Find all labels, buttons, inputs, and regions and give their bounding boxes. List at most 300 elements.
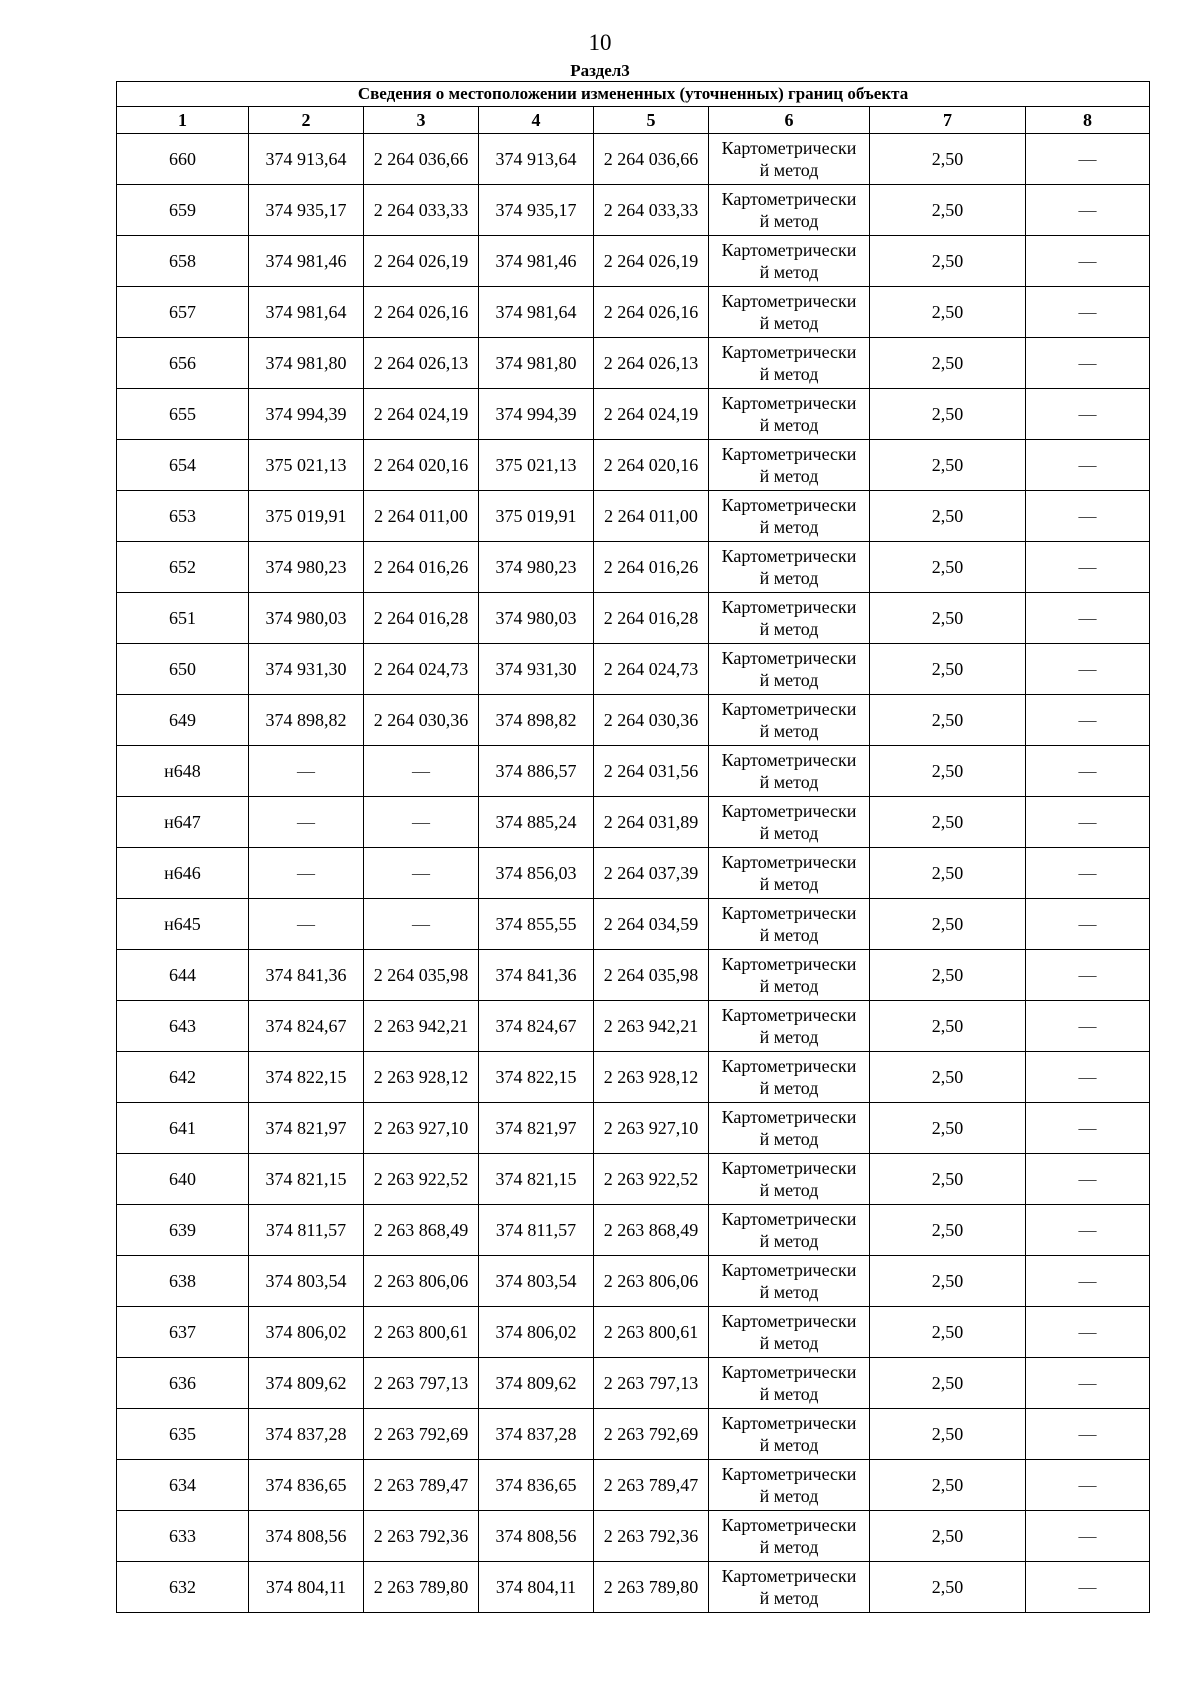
- method-cell: [709, 1358, 870, 1409]
- method-cell: [709, 1154, 870, 1205]
- accuracy-cell: 2,50: [870, 950, 1026, 1001]
- y-refined-cell: 2 264 033,33: [594, 185, 709, 236]
- method-cell: [709, 287, 870, 338]
- method-text: Картометрически: [721, 750, 857, 770]
- x-existing-cell: 374 803,54: [249, 1256, 364, 1307]
- method-text: й метод: [759, 1231, 819, 1251]
- y-existing-cell: 2 263 797,13: [364, 1358, 479, 1409]
- x-refined-cell: 374 803,54: [479, 1256, 594, 1307]
- x-existing-cell: 375 021,13: [249, 440, 364, 491]
- point-number-cell: 644: [117, 950, 249, 1001]
- method-text: й метод: [759, 1384, 819, 1404]
- method-cell: [709, 1562, 870, 1613]
- x-existing-cell: 374 822,15: [249, 1052, 364, 1103]
- method-cell: [709, 1307, 870, 1358]
- point-number-cell: н646: [117, 848, 249, 899]
- y-refined-cell: 2 264 024,19: [594, 389, 709, 440]
- point-number-cell: 652: [117, 542, 249, 593]
- table-row: [117, 644, 1150, 695]
- accuracy-cell: 2,50: [870, 1460, 1026, 1511]
- note-cell: —: [1026, 1562, 1150, 1613]
- x-refined-cell: 374 811,57: [479, 1205, 594, 1256]
- section-title: Раздел3: [570, 61, 630, 80]
- accuracy-cell: 2,50: [870, 338, 1026, 389]
- accuracy-cell: 2,50: [870, 134, 1026, 185]
- method-text: Картометрически: [721, 1515, 857, 1535]
- table-row: [117, 695, 1150, 746]
- accuracy-cell: 2,50: [870, 236, 1026, 287]
- point-number-cell: 653: [117, 491, 249, 542]
- column-number: 4: [479, 107, 594, 134]
- table-row: [117, 1511, 1150, 1562]
- table-caption: Сведения о местоположении измененных (уточненных) границ объекта: [117, 82, 1150, 107]
- x-existing-cell: —: [249, 899, 364, 950]
- accuracy-cell: 2,50: [870, 746, 1026, 797]
- method-text: Картометрически: [721, 1209, 857, 1229]
- note-cell: —: [1026, 1205, 1150, 1256]
- x-refined-cell: 374 855,55: [479, 899, 594, 950]
- accuracy-cell: 2,50: [870, 1358, 1026, 1409]
- table-row: [117, 848, 1150, 899]
- accuracy-cell: 2,50: [870, 1307, 1026, 1358]
- y-existing-cell: 2 263 927,10: [364, 1103, 479, 1154]
- y-refined-cell: 2 263 922,52: [594, 1154, 709, 1205]
- y-refined-cell: 2 264 031,89: [594, 797, 709, 848]
- x-refined-cell: 374 822,15: [479, 1052, 594, 1103]
- method-cell: [709, 1409, 870, 1460]
- y-refined-cell: 2 264 037,39: [594, 848, 709, 899]
- x-refined-cell: 374 981,64: [479, 287, 594, 338]
- y-refined-cell: 2 264 030,36: [594, 695, 709, 746]
- table-row: [117, 389, 1150, 440]
- x-refined-cell: 374 913,64: [479, 134, 594, 185]
- y-existing-cell: 2 263 928,12: [364, 1052, 479, 1103]
- table-row: [117, 1307, 1150, 1358]
- note-cell: —: [1026, 542, 1150, 593]
- y-existing-cell: 2 263 806,06: [364, 1256, 479, 1307]
- y-existing-cell: 2 264 026,16: [364, 287, 479, 338]
- note-cell: —: [1026, 389, 1150, 440]
- note-cell: —: [1026, 236, 1150, 287]
- note-cell: —: [1026, 338, 1150, 389]
- y-existing-cell: 2 264 035,98: [364, 950, 479, 1001]
- y-existing-cell: 2 263 792,36: [364, 1511, 479, 1562]
- point-number-cell: 655: [117, 389, 249, 440]
- x-refined-cell: 375 021,13: [479, 440, 594, 491]
- method-text: й метод: [759, 670, 819, 690]
- method-text: Картометрически: [721, 1158, 857, 1178]
- note-cell: —: [1026, 185, 1150, 236]
- y-refined-cell: 2 264 016,26: [594, 542, 709, 593]
- point-number-cell: 650: [117, 644, 249, 695]
- point-number-cell: 654: [117, 440, 249, 491]
- table-row: [117, 440, 1150, 491]
- column-number: 1: [117, 107, 249, 134]
- y-refined-cell: 2 264 026,16: [594, 287, 709, 338]
- y-refined-cell: 2 264 036,66: [594, 134, 709, 185]
- y-existing-cell: —: [364, 848, 479, 899]
- y-existing-cell: —: [364, 899, 479, 950]
- table-row: [117, 1001, 1150, 1052]
- note-cell: —: [1026, 899, 1150, 950]
- y-refined-cell: 2 263 789,47: [594, 1460, 709, 1511]
- point-number-cell: 634: [117, 1460, 249, 1511]
- method-text: Картометрически: [721, 1005, 857, 1025]
- point-number-cell: 649: [117, 695, 249, 746]
- note-cell: —: [1026, 1052, 1150, 1103]
- note-cell: —: [1026, 593, 1150, 644]
- x-refined-cell: 374 994,39: [479, 389, 594, 440]
- accuracy-cell: 2,50: [870, 848, 1026, 899]
- table-row: [117, 134, 1150, 185]
- y-existing-cell: 2 263 868,49: [364, 1205, 479, 1256]
- method-text: й метод: [759, 874, 819, 894]
- x-existing-cell: 374 808,56: [249, 1511, 364, 1562]
- method-text: й метод: [759, 211, 819, 231]
- method-text: й метод: [759, 772, 819, 792]
- x-refined-cell: 374 804,11: [479, 1562, 594, 1613]
- x-existing-cell: 374 913,64: [249, 134, 364, 185]
- table-body: [117, 134, 1150, 1613]
- accuracy-cell: 2,50: [870, 1103, 1026, 1154]
- method-cell: [709, 1052, 870, 1103]
- x-refined-cell: 374 808,56: [479, 1511, 594, 1562]
- x-existing-cell: 374 935,17: [249, 185, 364, 236]
- method-text: Картометрически: [721, 393, 857, 413]
- method-text: й метод: [759, 466, 819, 486]
- method-text: й метод: [759, 415, 819, 435]
- accuracy-cell: 2,50: [870, 593, 1026, 644]
- method-text: й метод: [759, 925, 819, 945]
- note-cell: —: [1026, 950, 1150, 1001]
- column-number: 2: [249, 107, 364, 134]
- method-cell: [709, 389, 870, 440]
- accuracy-cell: 2,50: [870, 1409, 1026, 1460]
- y-refined-cell: 2 263 792,69: [594, 1409, 709, 1460]
- method-cell: [709, 1460, 870, 1511]
- method-text: й метод: [759, 1486, 819, 1506]
- x-refined-cell: 374 898,82: [479, 695, 594, 746]
- table-row: [117, 746, 1150, 797]
- method-text: Картометрически: [721, 546, 857, 566]
- x-existing-cell: 375 019,91: [249, 491, 364, 542]
- x-refined-cell: 374 931,30: [479, 644, 594, 695]
- x-refined-cell: 374 841,36: [479, 950, 594, 1001]
- method-text: й метод: [759, 517, 819, 537]
- y-existing-cell: 2 264 024,19: [364, 389, 479, 440]
- table-row: [117, 797, 1150, 848]
- y-refined-cell: 2 263 800,61: [594, 1307, 709, 1358]
- method-text: й метод: [759, 1537, 819, 1557]
- point-number-cell: 656: [117, 338, 249, 389]
- y-existing-cell: 2 264 024,73: [364, 644, 479, 695]
- method-text: Картометрически: [721, 801, 857, 821]
- x-existing-cell: 374 981,80: [249, 338, 364, 389]
- point-number-cell: 637: [117, 1307, 249, 1358]
- method-text: Картометрически: [721, 1362, 857, 1382]
- method-text: й метод: [759, 313, 819, 333]
- method-cell: [709, 542, 870, 593]
- y-existing-cell: 2 264 026,19: [364, 236, 479, 287]
- method-text: й метод: [759, 1588, 819, 1608]
- method-cell: [709, 644, 870, 695]
- y-refined-cell: 2 264 020,16: [594, 440, 709, 491]
- method-text: Картометрически: [721, 648, 857, 668]
- method-cell: [709, 848, 870, 899]
- point-number-cell: 639: [117, 1205, 249, 1256]
- method-text: Картометрически: [721, 903, 857, 923]
- y-refined-cell: 2 263 792,36: [594, 1511, 709, 1562]
- y-existing-cell: 2 264 036,66: [364, 134, 479, 185]
- x-existing-cell: 374 804,11: [249, 1562, 364, 1613]
- note-cell: —: [1026, 1307, 1150, 1358]
- note-cell: —: [1026, 440, 1150, 491]
- method-text: й метод: [759, 1180, 819, 1200]
- note-cell: —: [1026, 491, 1150, 542]
- method-cell: [709, 236, 870, 287]
- note-cell: —: [1026, 1511, 1150, 1562]
- note-cell: —: [1026, 797, 1150, 848]
- method-text: й метод: [759, 619, 819, 639]
- note-cell: —: [1026, 1409, 1150, 1460]
- table-row: [117, 1460, 1150, 1511]
- method-text: Картометрически: [721, 954, 857, 974]
- method-text: Картометрически: [721, 1566, 857, 1586]
- column-number: 6: [709, 107, 870, 134]
- x-refined-cell: 374 885,24: [479, 797, 594, 848]
- accuracy-cell: 2,50: [870, 1001, 1026, 1052]
- x-existing-cell: 374 898,82: [249, 695, 364, 746]
- x-refined-cell: 374 837,28: [479, 1409, 594, 1460]
- note-cell: —: [1026, 1103, 1150, 1154]
- point-number-cell: 643: [117, 1001, 249, 1052]
- y-refined-cell: 2 264 026,19: [594, 236, 709, 287]
- x-refined-cell: 374 821,97: [479, 1103, 594, 1154]
- accuracy-cell: 2,50: [870, 797, 1026, 848]
- method-text: Картометрически: [721, 495, 857, 515]
- method-text: Картометрически: [721, 597, 857, 617]
- x-refined-cell: 374 980,03: [479, 593, 594, 644]
- accuracy-cell: 2,50: [870, 440, 1026, 491]
- point-number-cell: 632: [117, 1562, 249, 1613]
- note-cell: —: [1026, 746, 1150, 797]
- y-refined-cell: 2 264 024,73: [594, 644, 709, 695]
- accuracy-cell: 2,50: [870, 491, 1026, 542]
- y-existing-cell: 2 264 026,13: [364, 338, 479, 389]
- method-text: Картометрически: [721, 189, 857, 209]
- table-row: [117, 236, 1150, 287]
- y-refined-cell: 2 263 942,21: [594, 1001, 709, 1052]
- method-cell: [709, 1256, 870, 1307]
- column-number: 5: [594, 107, 709, 134]
- table-row: [117, 491, 1150, 542]
- accuracy-cell: 2,50: [870, 1562, 1026, 1613]
- method-cell: [709, 746, 870, 797]
- point-number-cell: 638: [117, 1256, 249, 1307]
- x-refined-cell: 374 935,17: [479, 185, 594, 236]
- method-text: Картометрически: [721, 1311, 857, 1331]
- x-existing-cell: 374 824,67: [249, 1001, 364, 1052]
- x-existing-cell: 374 821,97: [249, 1103, 364, 1154]
- note-cell: —: [1026, 695, 1150, 746]
- y-refined-cell: 2 264 031,56: [594, 746, 709, 797]
- y-refined-cell: 2 263 789,80: [594, 1562, 709, 1613]
- boundary-table: [116, 81, 1150, 1613]
- x-existing-cell: 374 981,64: [249, 287, 364, 338]
- y-existing-cell: 2 264 020,16: [364, 440, 479, 491]
- x-existing-cell: 374 837,28: [249, 1409, 364, 1460]
- table-row: [117, 950, 1150, 1001]
- note-cell: —: [1026, 1358, 1150, 1409]
- x-existing-cell: 374 980,23: [249, 542, 364, 593]
- point-number-cell: 658: [117, 236, 249, 287]
- table-row: [117, 1409, 1150, 1460]
- note-cell: —: [1026, 1256, 1150, 1307]
- table-row: [117, 1103, 1150, 1154]
- point-number-cell: н647: [117, 797, 249, 848]
- x-refined-cell: 374 980,23: [479, 542, 594, 593]
- method-cell: [709, 1103, 870, 1154]
- method-cell: [709, 1511, 870, 1562]
- method-text: й метод: [759, 1435, 819, 1455]
- method-cell: [709, 695, 870, 746]
- accuracy-cell: 2,50: [870, 1256, 1026, 1307]
- method-text: Картометрически: [721, 138, 857, 158]
- x-refined-cell: 374 821,15: [479, 1154, 594, 1205]
- x-refined-cell: 374 981,46: [479, 236, 594, 287]
- column-number-row: [117, 107, 1150, 134]
- accuracy-cell: 2,50: [870, 185, 1026, 236]
- method-text: Картометрически: [721, 444, 857, 464]
- point-number-cell: 640: [117, 1154, 249, 1205]
- method-cell: [709, 338, 870, 389]
- x-refined-cell: 375 019,91: [479, 491, 594, 542]
- column-number: 7: [870, 107, 1026, 134]
- table-row: [117, 542, 1150, 593]
- accuracy-cell: 2,50: [870, 1205, 1026, 1256]
- y-refined-cell: 2 264 034,59: [594, 899, 709, 950]
- method-text: й метод: [759, 1129, 819, 1149]
- x-refined-cell: 374 981,80: [479, 338, 594, 389]
- x-existing-cell: 374 994,39: [249, 389, 364, 440]
- x-refined-cell: 374 824,67: [479, 1001, 594, 1052]
- table-row: [117, 1358, 1150, 1409]
- accuracy-cell: 2,50: [870, 899, 1026, 950]
- method-cell: [709, 1001, 870, 1052]
- point-number-cell: 633: [117, 1511, 249, 1562]
- x-existing-cell: 374 809,62: [249, 1358, 364, 1409]
- method-text: Картометрически: [721, 852, 857, 872]
- x-existing-cell: 374 811,57: [249, 1205, 364, 1256]
- method-text: Картометрически: [721, 1260, 857, 1280]
- method-cell: [709, 797, 870, 848]
- y-existing-cell: 2 264 033,33: [364, 185, 479, 236]
- y-existing-cell: 2 264 011,00: [364, 491, 479, 542]
- table-row: [117, 899, 1150, 950]
- x-existing-cell: —: [249, 746, 364, 797]
- point-number-cell: 659: [117, 185, 249, 236]
- point-number-cell: 642: [117, 1052, 249, 1103]
- page-number: 10: [588, 30, 612, 55]
- method-text: й метод: [759, 568, 819, 588]
- table-row: [117, 1562, 1150, 1613]
- accuracy-cell: 2,50: [870, 1052, 1026, 1103]
- table-row: [117, 287, 1150, 338]
- y-refined-cell: 2 263 806,06: [594, 1256, 709, 1307]
- x-existing-cell: —: [249, 797, 364, 848]
- method-cell: [709, 440, 870, 491]
- accuracy-cell: 2,50: [870, 644, 1026, 695]
- y-refined-cell: 2 264 016,28: [594, 593, 709, 644]
- y-existing-cell: 2 263 789,80: [364, 1562, 479, 1613]
- y-refined-cell: 2 263 928,12: [594, 1052, 709, 1103]
- note-cell: —: [1026, 1154, 1150, 1205]
- table-row: [117, 593, 1150, 644]
- y-existing-cell: —: [364, 746, 479, 797]
- method-text: й метод: [759, 1027, 819, 1047]
- x-existing-cell: 374 981,46: [249, 236, 364, 287]
- accuracy-cell: 2,50: [870, 1154, 1026, 1205]
- note-cell: —: [1026, 1460, 1150, 1511]
- note-cell: —: [1026, 848, 1150, 899]
- note-cell: —: [1026, 644, 1150, 695]
- x-existing-cell: 374 821,15: [249, 1154, 364, 1205]
- accuracy-cell: 2,50: [870, 287, 1026, 338]
- method-cell: [709, 134, 870, 185]
- table-row: [117, 1052, 1150, 1103]
- y-existing-cell: 2 264 016,26: [364, 542, 479, 593]
- y-existing-cell: 2 264 016,28: [364, 593, 479, 644]
- y-refined-cell: 2 264 011,00: [594, 491, 709, 542]
- accuracy-cell: 2,50: [870, 695, 1026, 746]
- y-existing-cell: —: [364, 797, 479, 848]
- method-text: й метод: [759, 160, 819, 180]
- method-text: Картометрически: [721, 342, 857, 362]
- y-refined-cell: 2 264 035,98: [594, 950, 709, 1001]
- y-existing-cell: 2 263 800,61: [364, 1307, 479, 1358]
- note-cell: —: [1026, 134, 1150, 185]
- x-existing-cell: 374 931,30: [249, 644, 364, 695]
- note-cell: —: [1026, 287, 1150, 338]
- y-refined-cell: 2 263 797,13: [594, 1358, 709, 1409]
- x-existing-cell: 374 841,36: [249, 950, 364, 1001]
- method-text: й метод: [759, 1078, 819, 1098]
- x-refined-cell: 374 856,03: [479, 848, 594, 899]
- method-text: й метод: [759, 1282, 819, 1302]
- y-existing-cell: 2 263 922,52: [364, 1154, 479, 1205]
- x-refined-cell: 374 836,65: [479, 1460, 594, 1511]
- method-cell: [709, 1205, 870, 1256]
- y-existing-cell: 2 264 030,36: [364, 695, 479, 746]
- method-text: Картометрически: [721, 699, 857, 719]
- method-cell: [709, 185, 870, 236]
- accuracy-cell: 2,50: [870, 542, 1026, 593]
- method-text: Картометрически: [721, 1413, 857, 1433]
- point-number-cell: н645: [117, 899, 249, 950]
- note-cell: —: [1026, 1001, 1150, 1052]
- point-number-cell: 657: [117, 287, 249, 338]
- table-row: [117, 1205, 1150, 1256]
- point-number-cell: 641: [117, 1103, 249, 1154]
- method-text: Картометрически: [721, 1107, 857, 1127]
- method-text: Картометрически: [721, 291, 857, 311]
- y-existing-cell: 2 263 792,69: [364, 1409, 479, 1460]
- y-existing-cell: 2 263 789,47: [364, 1460, 479, 1511]
- point-number-cell: 660: [117, 134, 249, 185]
- method-text: Картометрически: [721, 1464, 857, 1484]
- method-text: Картометрически: [721, 240, 857, 260]
- point-number-cell: 651: [117, 593, 249, 644]
